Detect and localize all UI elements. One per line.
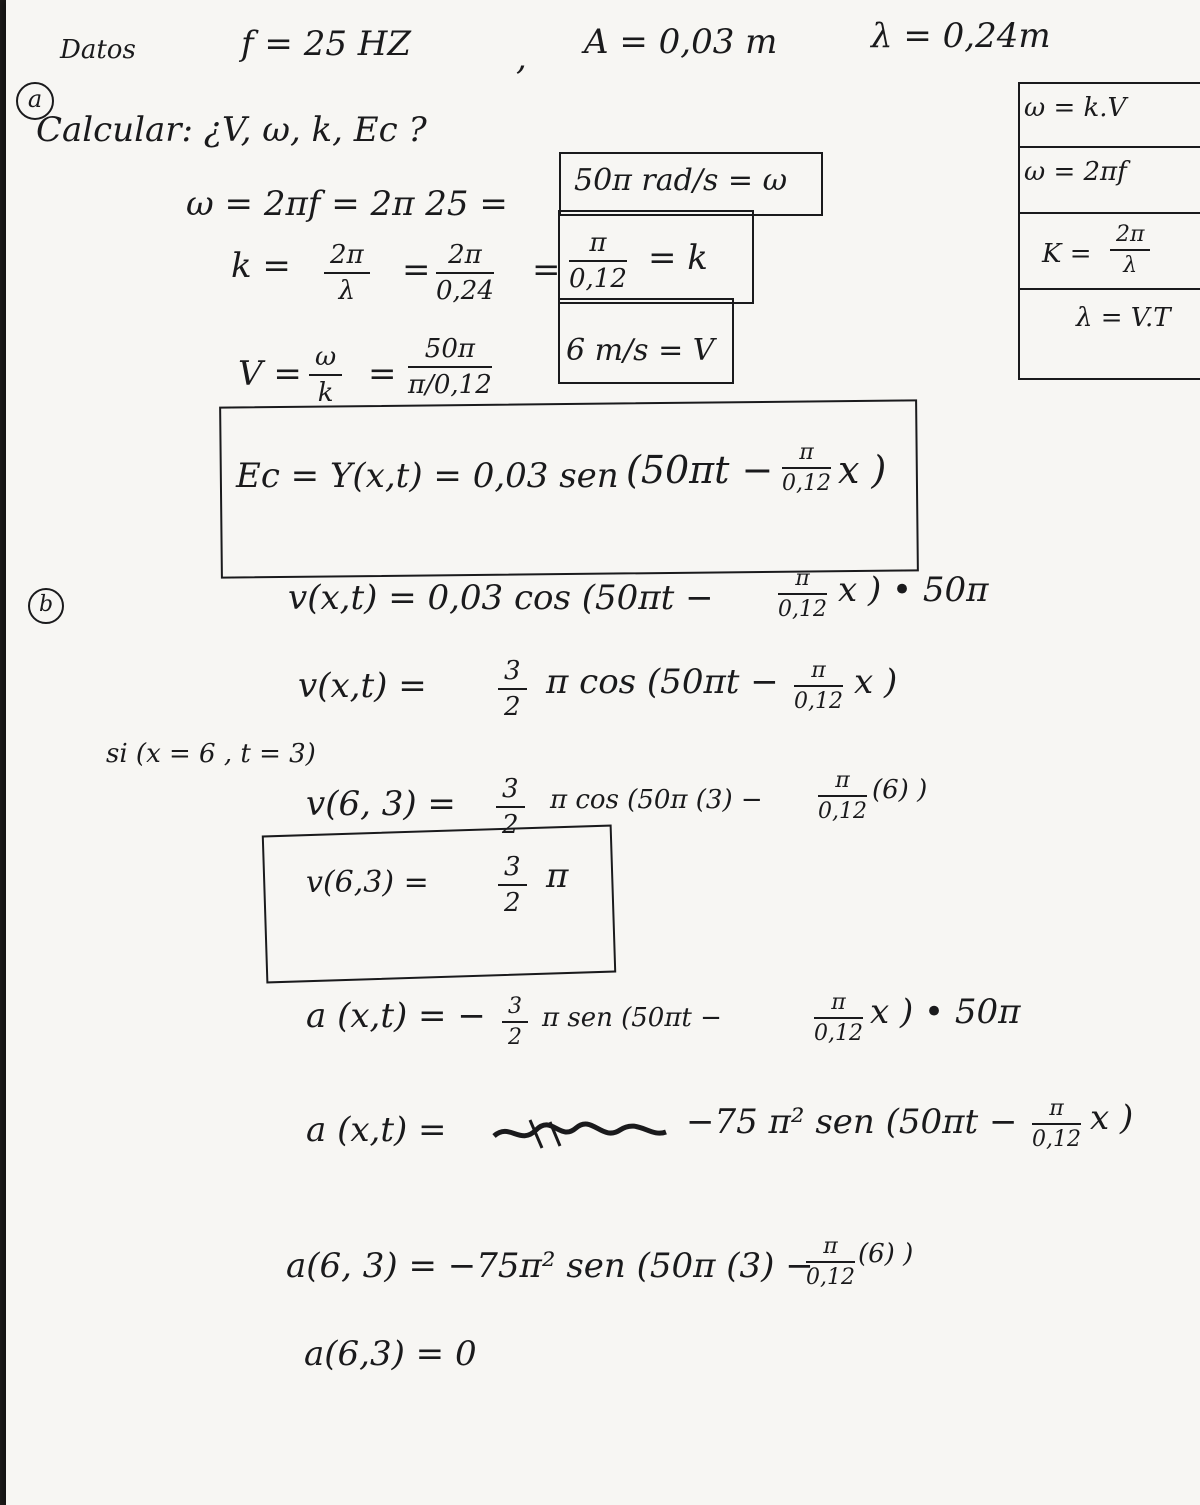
velocity-eq-2-mid: π cos (50πt − (546, 662, 779, 702)
accel-eq-2-mid: −75 π² sen (50πt − (686, 1102, 1018, 1142)
k-frac2-den: 0,24 (436, 276, 494, 306)
accel-eq-1-fraction (814, 990, 863, 1046)
datos-wavelength: λ = 0,24m (871, 16, 1051, 56)
formula-divider-3 (1020, 288, 1200, 290)
v-fraction-1 (309, 342, 342, 408)
omega-equation: ω = 2πf = 2π 25 = (186, 184, 508, 224)
ec-frac-den: 0,12 (782, 471, 831, 496)
notebook-page (6, 0, 1200, 1505)
velocity-eq-1-tail: x ) • 50π (838, 570, 989, 610)
velocity-eval-den: 2 (502, 810, 519, 840)
accel-eval-fnum: π (806, 1234, 855, 1263)
accel-eq-2-tail: x ) (1090, 1098, 1134, 1138)
velocity-eq-2-lhs: v(x,t) = (298, 666, 427, 706)
ec-lhs: Ec = Y(x,t) = 0,03 sen (236, 456, 619, 496)
formula-omega-kv: ω = k.V (1024, 93, 1127, 123)
v-result: 6 m/s = V (566, 333, 715, 368)
k-equals-2: = (532, 250, 561, 290)
velocity-eq-1-num: π (778, 566, 827, 595)
part-a-marker: a (16, 82, 54, 120)
accel-eq-1-tail: x ) • 50π (870, 992, 1021, 1032)
accel-eval-tail: (6) ) (858, 1239, 914, 1269)
accel-final-result: a(6,3) = 0 (304, 1334, 477, 1374)
velocity-eq-2-fraction (794, 658, 843, 714)
velocity-eval-tail: (6) ) (872, 775, 928, 805)
datos-label: Datos (60, 35, 136, 65)
datos-comma: , (516, 38, 527, 78)
k-result-num: π (569, 228, 627, 262)
velocity-result-lhs: v(6,3) = (306, 865, 429, 900)
formula-divider-2 (1020, 212, 1200, 214)
formula-k-lhs: K = (1042, 239, 1092, 269)
velocity-eq-2-num: 3 (498, 656, 527, 690)
velocity-eq-2-fnum: π (794, 658, 843, 687)
datos-frequency: f = 25 HZ (241, 24, 412, 64)
v-fraction-2 (408, 334, 492, 400)
accel-eq-2-fnum: π (1032, 1096, 1081, 1125)
accel-eq-2-fraction (1032, 1096, 1081, 1152)
velocity-eq-1-fraction (778, 566, 827, 622)
velocity-eval-fraction (818, 768, 867, 824)
v-frac1-num: ω (309, 342, 342, 376)
accel-eq-1-num: 3 (502, 994, 528, 1023)
k-equals-1: = (402, 250, 431, 290)
velocity-result-box (262, 825, 616, 984)
formula-lambda-vt: λ = V.T (1076, 303, 1171, 333)
accel-eq-1-mid: π sen (50πt − (542, 1003, 722, 1033)
scribbled-out-text (490, 1112, 670, 1152)
velocity-eval-mid: π cos (50π (3) − (550, 785, 763, 815)
velocity-eq-1-den: 0,12 (778, 597, 827, 622)
ec-fraction (782, 440, 831, 496)
k-frac2-num: 2π (436, 240, 494, 274)
datos-amplitude: A = 0,03 m (584, 22, 778, 62)
velocity-eq-1-lhs: v(x,t) = 0,03 cos (50πt − (288, 578, 714, 618)
accel-eq-1-lhs: a (x,t) = − (306, 996, 486, 1036)
k-fraction-2 (436, 240, 494, 306)
formula-k-den: λ (1123, 253, 1138, 278)
velocity-eval-fnum: π (818, 768, 867, 797)
k-lhs: k = (231, 246, 291, 286)
scribble-icon (490, 1112, 670, 1152)
accel-eq-1-fnum: π (814, 990, 863, 1019)
velocity-eq-2-tail: x ) (854, 662, 898, 702)
velocity-result-num: 3 (498, 852, 527, 886)
formula-k-fraction (1110, 222, 1150, 278)
v-lhs: V = (238, 354, 302, 394)
v-frac2-den: π/0,12 (408, 370, 492, 400)
accel-eq-2-lhs: a (x,t) = (306, 1110, 447, 1150)
ec-open: (50πt − (626, 448, 774, 492)
ec-frac-num: π (782, 440, 831, 469)
condition-line: si (x = 6 , t = 3) (106, 739, 316, 769)
formula-k-num: 2π (1110, 222, 1150, 251)
ec-close: x ) (838, 448, 887, 492)
formula-box (1018, 82, 1200, 380)
velocity-result-tail: π (546, 856, 569, 896)
velocity-result-den: 2 (504, 888, 521, 918)
accel-eval-fden: 0,12 (806, 1265, 855, 1290)
k-frac1-den: λ (338, 276, 356, 306)
omega-result: 50π rad/s = ω (574, 163, 788, 198)
formula-omega-2pif: ω = 2πf (1024, 157, 1127, 187)
v-frac2-num: 50π (408, 334, 492, 368)
k-fraction-1 (324, 240, 370, 306)
velocity-eq-2-fden: 0,12 (794, 689, 843, 714)
calcular-line: Calcular: ¿V, ω, k, Ec ? (36, 110, 427, 150)
v-equals-1: = (368, 354, 397, 394)
k-result-tail: = k (648, 238, 708, 278)
velocity-eq-2-den: 2 (504, 692, 521, 722)
part-b-marker: b (28, 588, 64, 624)
accel-eq-1-den: 2 (508, 1025, 522, 1050)
velocity-result-coef (498, 852, 527, 918)
accel-eq-1-fden: 0,12 (814, 1021, 863, 1046)
k-result-den: 0,12 (569, 264, 627, 294)
accel-eq-2-fden: 0,12 (1032, 1127, 1081, 1152)
v-frac1-den: k (317, 378, 334, 408)
velocity-eval-fden: 0,12 (818, 799, 867, 824)
k-frac1-num: 2π (324, 240, 370, 274)
accel-eq-1-coef (502, 994, 528, 1050)
formula-divider-1 (1020, 146, 1200, 148)
velocity-eval-lhs: v(6, 3) = (306, 784, 456, 824)
accel-eval-fraction (806, 1234, 855, 1290)
accel-eval-lhs: a(6, 3) = −75π² sen (50π (3) − (286, 1246, 814, 1286)
velocity-eval-num: 3 (496, 774, 525, 808)
velocity-eq-2-coef (498, 656, 527, 722)
k-result-fraction (569, 228, 627, 294)
